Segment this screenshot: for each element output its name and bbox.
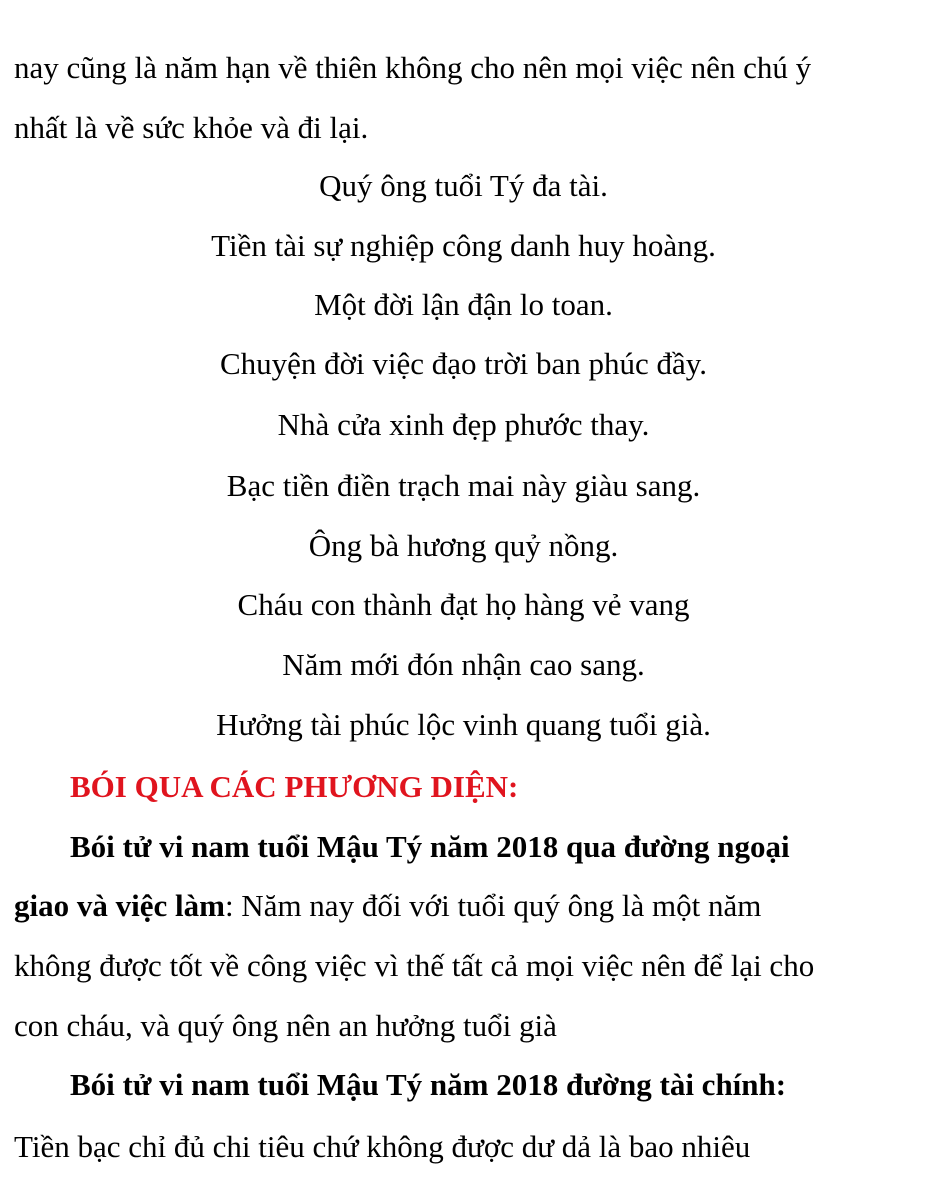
career-line-4: con cháu, và quý ông nên an hưởng tuổi già [14, 1008, 557, 1043]
poem-line-6: Bạc tiền điền trạch mai này giàu sang. [226, 468, 701, 503]
poem-line-1: Quý ông tuổi Tý đa tài. [319, 168, 608, 203]
paragraph-top-line-1: nay cũng là năm hạn về thiên không cho nên mọi việc nên chú ý [14, 50, 812, 85]
career-line-3: không được tốt về công việc vì thế tất cả mọi việc nên để lại cho [14, 948, 815, 983]
poem-line-5: Nhà cửa xinh đẹp phước thay. [277, 407, 650, 442]
finance-heading: Bói tử vi nam tuổi Mậu Tý năm 2018 đường tài chính: [70, 1067, 787, 1102]
poem-line-8: Cháu con thành đạt họ hàng vẻ vang [237, 587, 690, 622]
poem-line-2: Tiền tài sự nghiệp công danh huy hoàng. [211, 228, 716, 263]
paragraph-top-line-2: nhất là về sức khỏe và đi lại. [14, 110, 369, 145]
career-heading-line-1: Bói tử vi nam tuổi Mậu Tý năm 2018 qua đường ngoại [70, 829, 790, 864]
poem-line-4: Chuyện đời việc đạo trời ban phúc đầy. [219, 346, 708, 381]
career-text-line-2: : Năm nay đối với tuổi quý ông là một năm [224, 888, 762, 923]
poem-line-3: Một đời lận đận lo toan. [314, 287, 613, 322]
career-heading-line-2: giao và việc làm [14, 888, 225, 923]
poem-line-10: Hưởng tài phúc lộc vinh quang tuổi già. [216, 707, 711, 742]
section-heading: BÓI QUA CÁC PHƯƠNG DIỆN: [70, 769, 519, 804]
finance-line-2: Tiền bạc chỉ đủ chi tiêu chứ không được dư dả là bao nhiêu [14, 1129, 751, 1164]
poem-line-7: Ông bà hương quỷ nồng. [308, 528, 619, 563]
career-line-2 [0, 886, 927, 926]
poem-line-9: Năm mới đón nhận cao sang. [282, 647, 645, 682]
